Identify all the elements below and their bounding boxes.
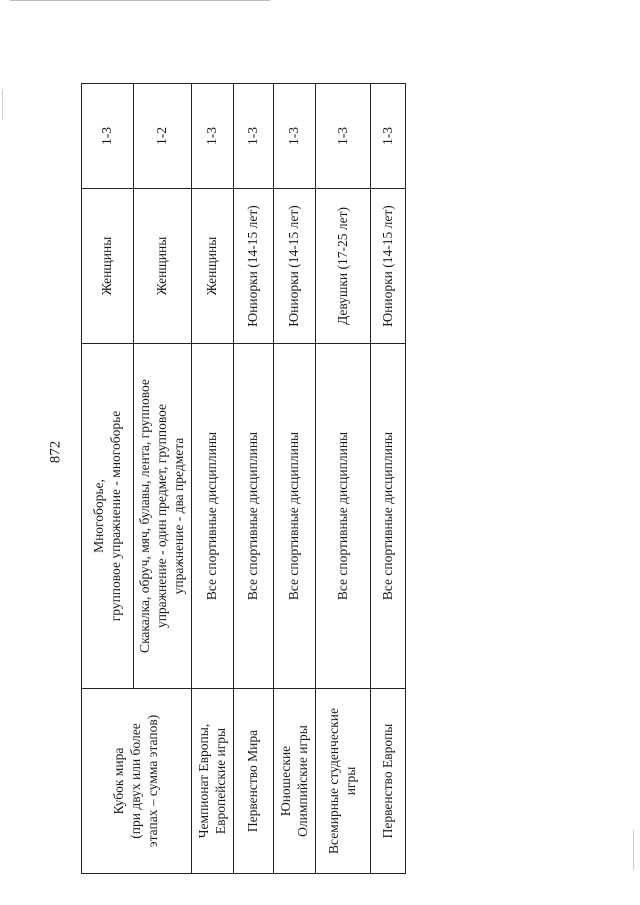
rotated-table-container xyxy=(81,84,405,874)
cell-text: Многоборье, групповое упражнение - многоборье xyxy=(90,410,123,622)
discipline-cell xyxy=(316,344,371,689)
cell-text: Все спортивные дисциплины xyxy=(245,431,261,601)
table-row xyxy=(316,84,371,874)
competition-cell xyxy=(274,689,316,874)
cell-text: Юниорки (14-15 лет) xyxy=(245,205,261,327)
discipline-cell xyxy=(134,344,192,689)
scan-edge-mark xyxy=(2,90,3,120)
table-row xyxy=(192,84,234,874)
competition-table xyxy=(81,83,406,874)
places-cell xyxy=(134,84,192,189)
cell-text: Все спортивные дисциплины xyxy=(334,431,350,601)
group-cell xyxy=(371,189,406,344)
competition-cell xyxy=(234,689,274,874)
cell-text: 1-3 xyxy=(334,127,350,145)
discipline-cell xyxy=(82,344,134,689)
group-cell xyxy=(234,189,274,344)
cell-text: Всемирные студенческие игры xyxy=(326,708,358,854)
cell-text: Первенство Европы xyxy=(379,723,395,839)
competition-cell xyxy=(316,689,371,874)
cell-text: Юниорки (14-15 лет) xyxy=(379,205,395,327)
cell-text: Девушки (17-25 лет) xyxy=(334,206,350,326)
table-row xyxy=(234,84,274,874)
scan-edge-mark xyxy=(633,830,634,870)
group-cell xyxy=(134,189,192,344)
cell-text: 1-3 xyxy=(286,127,302,145)
table-row xyxy=(82,84,134,874)
places-cell xyxy=(274,84,316,189)
table-row xyxy=(371,84,406,874)
cell-text: 1-3 xyxy=(379,127,395,145)
places-cell xyxy=(82,84,134,189)
discipline-cell xyxy=(192,344,234,689)
top-rule xyxy=(10,0,270,1)
cell-text: Юношеские Олимпийские игры xyxy=(277,725,310,837)
table-row xyxy=(274,84,316,874)
places-cell xyxy=(234,84,274,189)
group-cell xyxy=(82,189,134,344)
group-cell xyxy=(192,189,234,344)
competition-cell xyxy=(371,689,406,874)
discipline-cell xyxy=(234,344,274,689)
cell-text: Все спортивные дисциплины xyxy=(379,431,395,601)
cell-text: 1-2 xyxy=(154,127,170,145)
cell-text: 1-3 xyxy=(245,127,261,145)
cell-text: Скакалка, обруч, мяч, булавы, лента, групповое упражнение - один предмет, групповое упражнение - два предмета xyxy=(137,379,186,653)
discipline-cell xyxy=(371,344,406,689)
cell-text: Все спортивные дисциплины xyxy=(204,431,220,601)
cell-text: Женщины xyxy=(154,236,170,296)
cell-text: 1-3 xyxy=(204,127,220,145)
page-number: 872 xyxy=(47,440,64,464)
cell-text: Женщины xyxy=(99,236,115,296)
places-cell xyxy=(316,84,371,189)
cell-text: Юниорки (14-15 лет) xyxy=(286,205,302,327)
group-cell xyxy=(274,189,316,344)
places-cell xyxy=(192,84,234,189)
cell-text: Чемпионат Европы, Европейские игры xyxy=(195,723,228,839)
places-cell xyxy=(371,84,406,189)
cell-text: Кубок мира (при двух или более этапах – сумма этапов) xyxy=(111,714,160,848)
cell-text: Первенство Мира xyxy=(245,729,261,833)
competition-cell xyxy=(82,689,192,874)
group-cell xyxy=(316,189,371,344)
cell-text: 1-3 xyxy=(99,127,115,145)
cell-text: Женщины xyxy=(204,236,220,296)
competition-cell xyxy=(192,689,234,874)
discipline-cell xyxy=(274,344,316,689)
cell-text: Все спортивные дисциплины xyxy=(286,431,302,601)
